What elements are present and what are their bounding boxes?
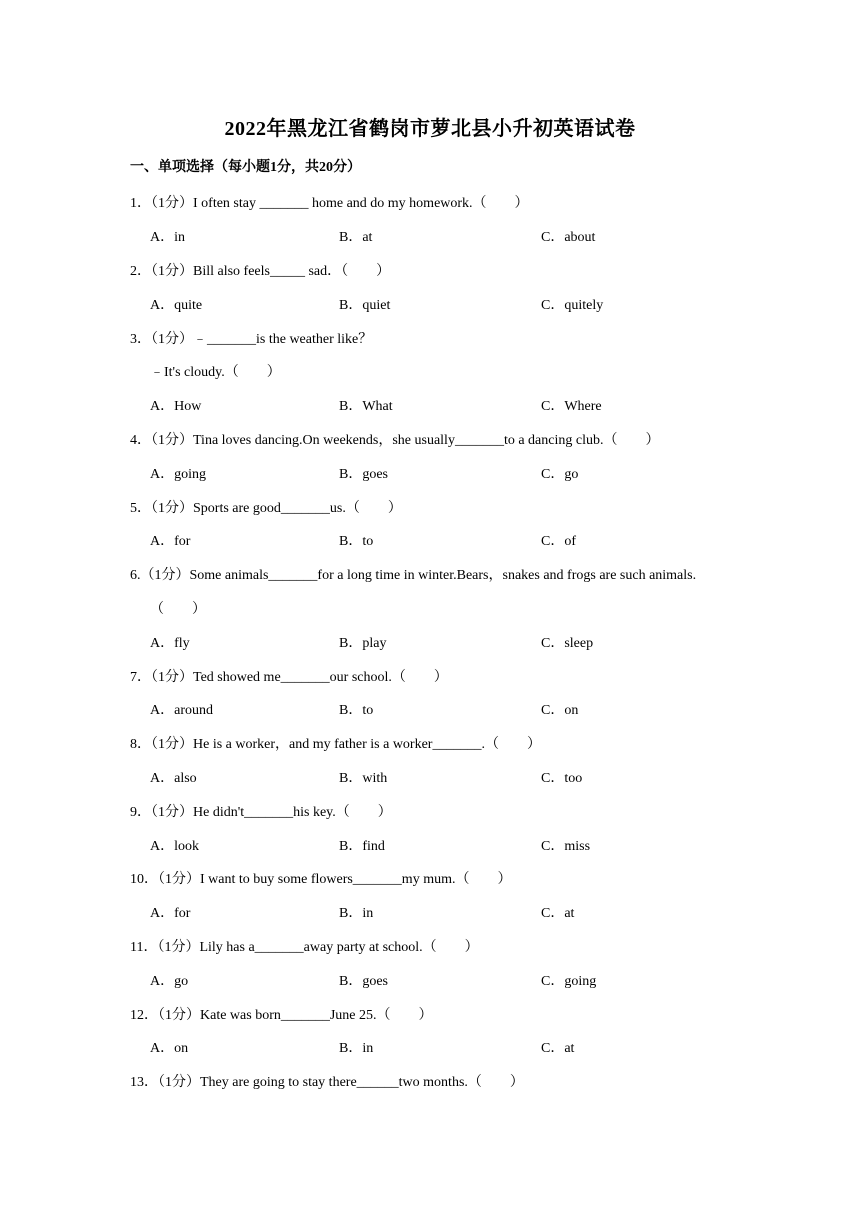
q5-option-b: B．to (339, 534, 374, 549)
q1-option-a: A．in (150, 230, 185, 245)
q3-option-b: B．What (339, 399, 393, 414)
q4-option-a: A．going (150, 467, 206, 482)
q6-option-a: A．fly (150, 636, 190, 651)
question-3-continuation: ﹣It's cloudy.（ ） (150, 365, 281, 380)
question-6: 6.（1分）Some animals_______for a long time in winter.Bears，snakes and frogs are such animals. (130, 568, 697, 583)
question-4: 4．（1分）Tina loves dancing.On weekends，she usually_______to a dancing club.（ ） (130, 433, 660, 448)
q10-option-b: B．in (339, 906, 374, 921)
q3-option-a: A．How (150, 399, 202, 414)
q2-option-b: B．quiet (339, 298, 391, 313)
q11-option-b: B．goes (339, 974, 388, 989)
q9-option-c: C．miss (541, 839, 591, 854)
question-7: 7．（1分）Ted showed me_______our school.（ ） (130, 670, 448, 685)
question-5: 5．（1分）Sports are good_______us.（ ） (130, 501, 402, 516)
q6-option-c: C．sleep (541, 636, 594, 651)
q2-option-a: A．quite (150, 298, 203, 313)
question-10: 10．（1分）I want to buy some flowers_______my mum.（ ） (130, 872, 512, 887)
q10-option-c: C．at (541, 906, 575, 921)
q8-option-b: B．with (339, 771, 388, 786)
q6-option-b: B．play (339, 636, 387, 651)
q9-option-b: B．find (339, 839, 385, 854)
q4-option-b: B．goes (339, 467, 388, 482)
q10-option-a: A．for (150, 906, 191, 921)
q1-option-b: B．at (339, 230, 373, 245)
q7-option-c: C．on (541, 703, 579, 718)
q3-option-c: C．Where (541, 399, 602, 414)
question-1: 1．（1分）I often stay _______ home and do my homework.（ ） (130, 196, 529, 211)
question-13: 13．（1分）They are going to stay there______two months.（ ） (130, 1075, 524, 1090)
question-6-continuation: （ ） (150, 602, 206, 617)
q12-option-b: B．in (339, 1041, 374, 1056)
question-9: 9．（1分）He didn't_______his key.（ ） (130, 805, 392, 820)
q7-option-b: B．to (339, 703, 374, 718)
q5-option-a: A．for (150, 534, 191, 549)
question-11: 11．（1分）Lily has a_______away party at school.（ ） (130, 940, 479, 955)
q5-option-c: C．of (541, 534, 576, 549)
q7-option-a: A．around (150, 703, 213, 718)
question-2: 2．（1分）Bill also feels_____ sad．（ ） (130, 264, 391, 279)
section-heading: 一、单项选择（每小题1分，共20分） (130, 160, 361, 175)
q11-option-a: A．go (150, 974, 189, 989)
q1-option-c: C．about (541, 230, 596, 245)
q9-option-a: A．look (150, 839, 199, 854)
q8-option-a: A．also (150, 771, 197, 786)
question-12: 12．（1分）Kate was born_______June 25.（ ） (130, 1008, 433, 1023)
q12-option-c: C．at (541, 1041, 575, 1056)
q8-option-c: C．too (541, 771, 583, 786)
q12-option-a: A．on (150, 1041, 189, 1056)
q4-option-c: C．go (541, 467, 579, 482)
question-3: 3．（1分）﹣_______is the weather like？ (130, 332, 373, 347)
question-8: 8．（1分）He is a worker，and my father is a worker_______.（ ） (130, 737, 541, 752)
q11-option-c: C．going (541, 974, 597, 989)
q2-option-c: C．quitely (541, 298, 604, 313)
page-title: 2022年黑龙江省鹤岗市萝北县小升初英语试卷 (224, 118, 636, 140)
